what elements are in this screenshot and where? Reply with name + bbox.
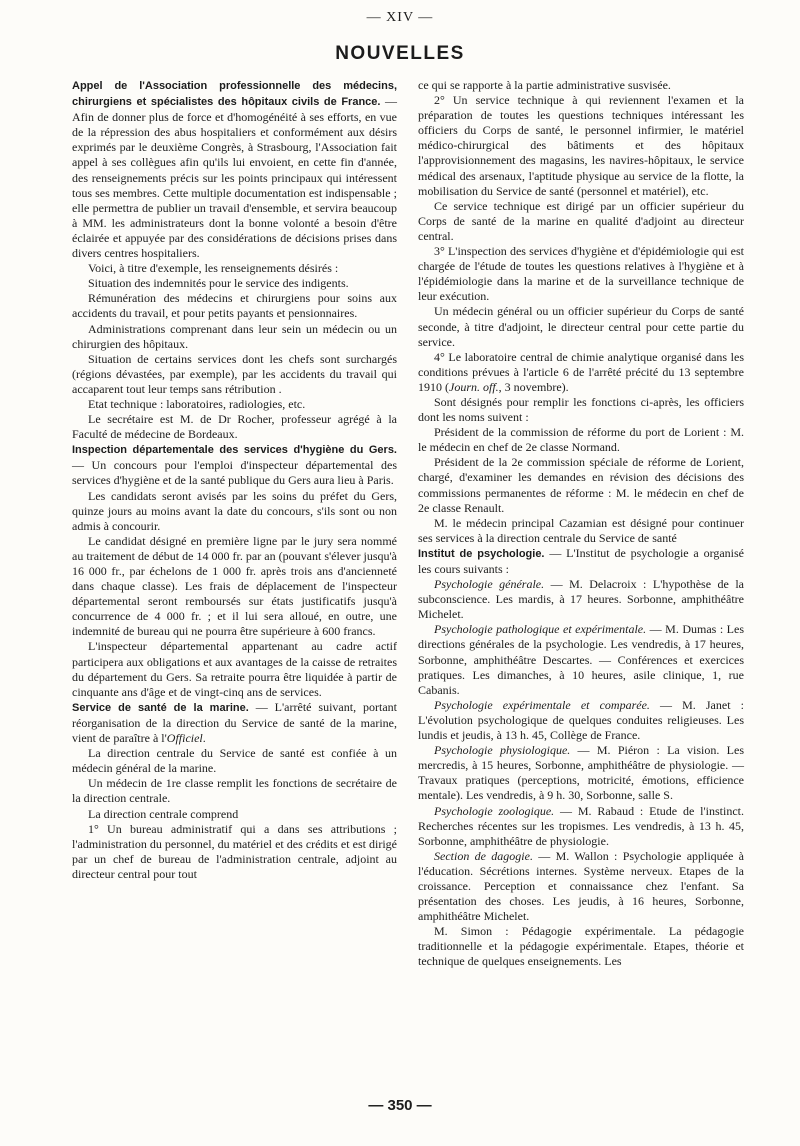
paragraph: Situation de certains services dont les chefs sont surchargés (régions dévastées, par exemple), par les accidents du travail qui accaparent tout leur temps sans rétribution .: [72, 351, 397, 396]
page-number: — 350 —: [368, 1097, 432, 1114]
paragraph: Etat technique : laboratoires, radiologies, etc.: [88, 396, 306, 411]
text-laboratoire-end: , 3 novembre).: [498, 379, 569, 394]
paragraph-appel: [72, 78, 397, 261]
paragraph: Le candidat désigné en première ligne par le jury sera nommé au traitement de début de 14 000 fr. par an (pouvant s'élever jusqu'à 16 000 fr., par échelons de 1 000 fr. après trois ans d'ancienneté dans chaque classe). Les frais de déplacement de l'inspecteur départemental seront remboursés sur états justificatifs jusqu'à concurrence de 4 000 fr. ; et il lui sera alloué, en outre, une indemnité de bureau qui ne pourra être supérieure à 600 francs.: [72, 533, 397, 639]
course-text: — M. Rabaud : Etude de l'instinct. Recherches récentes sur les tropismes. Les vendredis, à 13 h. 45, Sorbonne, amphithéâtre de physiologie.: [418, 803, 744, 848]
paragraph: L'inspecteur départemental appartenant au cadre actif participera aux obligations et aux avantages de la caisse de retraites du département du Gers. Sa retraite pourra être liquidée à partir de cinquante ans d'âge et de vingt-cinq ans de services.: [72, 639, 397, 699]
course-item: [418, 622, 744, 697]
course-item: [418, 743, 744, 803]
course-item: [418, 849, 744, 924]
paragraph: Voici, à titre d'exemple, les renseignements désirés :: [88, 261, 339, 276]
course-title: Psychologie physiologique.: [434, 743, 571, 758]
paragraph-gers: [72, 442, 397, 488]
heading-gers: Inspection départementale des services d'hygiène du Gers.: [72, 444, 397, 457]
paragraph: Situation des indemnités pour le service des indigents.: [88, 276, 349, 291]
course-item: [418, 698, 744, 743]
paragraph: ce qui se rapporte à la partie administrative susvisée.: [418, 78, 671, 92]
course-text: — M. Delacroix : L'hypothèse de la subconscience. Les mardis, à 17 heures. Sorbonne, amphithéâtre Michelet.: [418, 577, 744, 622]
text-appel: — Afin de donner plus de force et d'homogénéité à ses efforts, en vue de la répression des abus hospitaliers et conformément aux désirs exprimés par le deuxième Congrès, à Strasbourg, l'Association fait appel à ses collègues afin qu'ils lui envoient, en cette fin d'année, des renseignements précis sur les points principaux qui intéressent tous ses membres. Cette multiple documentation est indispensable ; elle permettra de publier un travail d'ensemble, et servira beaucoup à MM. les administrateurs dont la bonne volonté a besoin d'être éclairée et appuyée par des considérations de décisions prises dans divers centres hospitaliers.: [72, 94, 398, 261]
course-title: Psychologie expérimentale et comparée.: [434, 697, 650, 712]
text-marine: — L'arrêté suivant, portant réorganisation de la direction du Service de santé de la marine, vient de paraître à l': [72, 699, 398, 746]
paragraph: Président de la commission de réforme du port de Lorient : M. le médecin en chef de 2e classe Normand.: [418, 425, 744, 455]
course-title: Psychologie générale.: [434, 577, 545, 592]
officiel-italic: Officiel: [166, 731, 203, 746]
course-title: Section de dagogie.: [434, 848, 533, 863]
heading-psychologie: Institut de psychologie.: [418, 547, 545, 560]
course-text: — M. Wallon : Psychologie appliquée à l'éducation. Sécrétions internes. Système nerveux. Etapes de la croissance. Perception et connaissance chez l'enfant. Sa présentation des choses. Les jeudis, à 16 heures, Sorbonne, amphithéâtre Michelet.: [418, 848, 744, 924]
right-column: [418, 78, 744, 970]
paragraph: 2° Un service technique à qui reviennent l'examen et la préparation de toutes les questions techniques intéressant les officiers du Corps de santé, le personnel infirmier, le matériel médico-chirurgical des bâtiments et des hôpitaux l'approvisionnement des magasins, les navires-hôpitaux, le service médical des arsenaux, l'aptitude physique au service de la flotte, la mobilisation du Service de santé (personnel et matériel), etc.: [418, 93, 744, 198]
paragraph: Un médecin général ou un officier supérieur du Corps de santé seconde, à titre d'adjoint, le directeur central pour cette partie du service.: [418, 304, 744, 349]
paragraph: M. le médecin principal Cazamian est désigné pour continuer ses services à la direction centrale du Service de santé: [418, 515, 744, 545]
heading-marine: Service de santé de la marine.: [72, 701, 249, 714]
text-psychologie: — L'Institut de psychologie a organisé les cours suivants :: [418, 545, 745, 576]
heading-appel: Appel de l'Association professionnelle des médecins, chirurgiens et spécialistes des hôpitaux civils de France.: [72, 80, 397, 109]
paragraph: 3° L'inspection des services d'hygiène et d'épidémiologie qui est chargée de l'étude de toutes les questions relatives à l'hygiène et à l'épidémiologie dans la marine et de la surveillance technique de leur exécution.: [418, 244, 744, 304]
paragraph: Administrations comprenant dans leur sein un médecin ou un chirurgien des hôpitaux.: [72, 321, 397, 351]
course-title: Psychologie zoologique.: [434, 803, 555, 818]
paragraph: M. Simon : Pédagogie expérimentale. La pédagogie traditionnelle et la pédagogie expérimentale. Etapes, théorie et technique de quelques enseignements. Les: [418, 924, 744, 969]
course-item: [418, 577, 744, 622]
paragraph: La direction centrale du Service de santé est confiée à un médecin général de la marine.: [72, 746, 397, 776]
paragraph: Président de la 2e commission spéciale de réforme de Lorient, chargé, d'examiner les demandes en révision des décisions des commissions permanentes de réforme : M. le médecin en chef de 2e classe Renault.: [418, 455, 744, 515]
page-title: NOUVELLES: [335, 43, 465, 64]
paragraph-marine: Service de santé de la marine. — L'arrêté suivant, portant réorganisation de la direction du Service de santé de la marine, vient de paraître à l'Officiel.: [72, 699, 398, 746]
course-item: [418, 804, 744, 849]
paragraph-laboratoire: [418, 350, 744, 395]
text-laboratoire: 4° Le laboratoire central de chimie analytique organisé dans les conditions prévues à l'article 6 de l'arrêté précité du 13 septembre 1910 (: [418, 349, 744, 394]
paragraph: Un médecin de 1re classe remplit les fonctions de secrétaire de la direction centrale.: [72, 776, 397, 806]
paragraph: 1° Un bureau administratif qui a dans ses attributions ; l'administration du personnel, du matériel et des crédits et est dirigé par un chef de bureau de l'administration centrale, adjoint au directeur central pour tout: [72, 821, 397, 881]
journ-off-italic: Journ. off.: [449, 379, 499, 394]
left-column: [72, 78, 397, 882]
course-text: — M. Janet : L'évolution psychologique de quelques conduites religieuses. Les lundis et jeudis, à 13 h. 45, Collège de France.: [418, 697, 744, 743]
course-text: — M. Dumas : Les directions générales de la psychologie. Les vendredis, à 17 heures, Sorbonne, amphithéâtre Descartes. — Conférences et exercices pratiques. Les dimanches, à 10 heures, asile clinique, 1, rue Cabanis.: [418, 622, 745, 697]
paragraph: La direction centrale comprend: [88, 806, 239, 821]
paragraph: Rémunération des médecins et chirurgiens pour soins aux accidents du travail, et pour petits payants et pensionnaires.: [72, 291, 397, 321]
paragraph: Sont désignés pour remplir les fonctions ci-après, les officiers dont les noms suivent :: [418, 394, 744, 425]
course-title: Psychologie pathologique et expérimentale.: [434, 622, 647, 637]
text-gers: — Un concours pour l'emploi d'inspecteur départemental des services d'hygiène et de la santé publique du Gers aura lieu à Paris.: [72, 458, 397, 488]
paragraph: Les candidats seront avisés par les soins du préfet du Gers, quinze jours au moins avant la date du concours, s'ils sont ou non admis à concourir.: [72, 488, 397, 533]
roman-page-number: — XIV —: [366, 10, 434, 25]
course-text: — M. Piéron : La vision. Les mercredis, à 15 heures, Sorbonne, amphithéâtre de physiologie. — Travaux pratiques (perceptions, motricité, émotions, efficience mentale). Les vendredis, à 9 h. 30, Sorbonne, salle S.: [418, 743, 744, 803]
paragraph-psychologie: [418, 546, 744, 577]
paragraph: Le secrétaire est M. de Dr Rocher, professeur agrégé à la Faculté de médecine de Bordeaux.: [72, 412, 397, 442]
paragraph: Ce service technique est dirigé par un officier supérieur du Corps de santé de la marine en qualité d'adjoint au directeur central.: [418, 198, 744, 243]
